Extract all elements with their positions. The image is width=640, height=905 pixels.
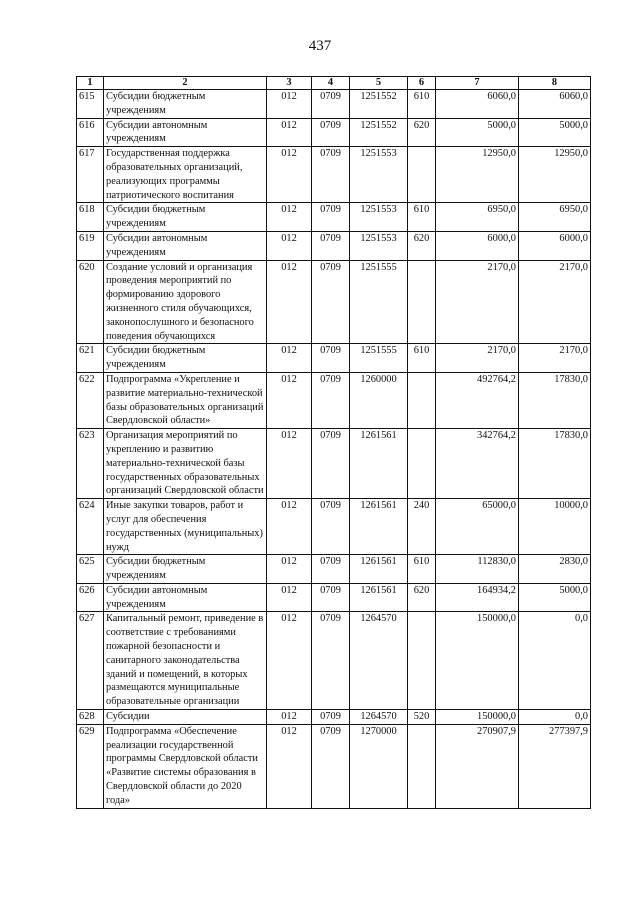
column-header: 7 [436, 77, 519, 90]
amount-year1-cell: 150000,0 [436, 612, 519, 710]
target-article-cell: 1261561 [350, 429, 408, 499]
table-body [77, 90, 591, 809]
amount-year2-cell: 2170,0 [519, 344, 591, 373]
amount-year1-cell: 112830,0 [436, 555, 519, 584]
expense-type-cell [408, 260, 436, 344]
section-code-cell: 0709 [312, 90, 350, 119]
item-name-cell: Субсидии бюджетным учреждениям [104, 555, 267, 584]
expense-type-cell: 620 [408, 231, 436, 260]
expense-type-cell [408, 612, 436, 710]
table-row [77, 344, 591, 373]
amount-year1-cell: 492764,2 [436, 372, 519, 428]
expense-type-cell: 240 [408, 499, 436, 555]
table-row [77, 724, 591, 808]
amount-year2-cell: 277397,9 [519, 724, 591, 808]
expense-type-cell: 610 [408, 90, 436, 119]
amount-year1-cell: 164934,2 [436, 583, 519, 612]
item-name-cell: Капитальный ремонт, приведение в соответствие с требованиями пожарной безопасности и санитарного законодательства зданий и помещений, в которых размещаются муниципальные образовательные организации [104, 612, 267, 710]
ministry-code-cell: 012 [267, 118, 312, 147]
ministry-code-cell: 012 [267, 710, 312, 725]
section-code-cell: 0709 [312, 372, 350, 428]
amount-year1-cell: 6950,0 [436, 203, 519, 232]
amount-year2-cell: 10000,0 [519, 499, 591, 555]
target-article-cell: 1251552 [350, 90, 408, 119]
target-article-cell: 1251555 [350, 344, 408, 373]
amount-year2-cell: 5000,0 [519, 583, 591, 612]
table-row [77, 203, 591, 232]
amount-year1-cell: 12950,0 [436, 147, 519, 203]
target-article-cell: 1251552 [350, 118, 408, 147]
table-row [77, 260, 591, 344]
expense-type-cell: 620 [408, 583, 436, 612]
amount-year1-cell: 65000,0 [436, 499, 519, 555]
amount-year2-cell: 17830,0 [519, 429, 591, 499]
ministry-code-cell: 012 [267, 344, 312, 373]
table-row [77, 147, 591, 203]
ministry-code-cell: 012 [267, 203, 312, 232]
amount-year1-cell: 6060,0 [436, 90, 519, 119]
item-name-cell: Подпрограмма «Обеспечение реализации государственной программы Свердловской области «Развитие системы образования в Свердловской области до 2020 года» [104, 724, 267, 808]
item-name-cell: Подпрограмма «Укрепление и развитие материально-технической базы образовательных организаций Свердловской области» [104, 372, 267, 428]
table-row [77, 612, 591, 710]
table-row [77, 499, 591, 555]
column-header: 4 [312, 77, 350, 90]
section-code-cell: 0709 [312, 118, 350, 147]
page-number: 437 [308, 38, 332, 54]
budget-table [76, 76, 591, 809]
row-number-cell: 619 [77, 231, 104, 260]
target-article-cell: 1260000 [350, 372, 408, 428]
section-code-cell: 0709 [312, 583, 350, 612]
amount-year2-cell: 6000,0 [519, 231, 591, 260]
ministry-code-cell: 012 [267, 147, 312, 203]
target-article-cell: 1261561 [350, 499, 408, 555]
item-name-cell: Создание условий и организация проведения мероприятий по формированию здорового жизненного стиля обучающихся, законопослушного и безопасного поведения обучающихся [104, 260, 267, 344]
row-number-cell: 617 [77, 147, 104, 203]
table-row [77, 429, 591, 499]
row-number-cell: 622 [77, 372, 104, 428]
amount-year2-cell: 2830,0 [519, 555, 591, 584]
amount-year2-cell: 0,0 [519, 612, 591, 710]
table-row [77, 710, 591, 725]
table-row [77, 231, 591, 260]
ministry-code-cell: 012 [267, 724, 312, 808]
ministry-code-cell: 012 [267, 90, 312, 119]
row-number-cell: 626 [77, 583, 104, 612]
item-name-cell: Субсидии бюджетным учреждениям [104, 203, 267, 232]
row-number-cell: 620 [77, 260, 104, 344]
expense-type-cell [408, 429, 436, 499]
section-code-cell: 0709 [312, 429, 350, 499]
item-name-cell: Организация мероприятий по укреплению и развитию материально-технической базы государственных образовательных организаций Свердловской области [104, 429, 267, 499]
column-header: 6 [408, 77, 436, 90]
ministry-code-cell: 012 [267, 612, 312, 710]
table-header-row [77, 77, 591, 90]
row-number-cell: 618 [77, 203, 104, 232]
column-header: 8 [519, 77, 591, 90]
expense-type-cell [408, 372, 436, 428]
ministry-code-cell: 012 [267, 583, 312, 612]
item-name-cell: Субсидии бюджетным учреждениям [104, 344, 267, 373]
target-article-cell: 1264570 [350, 710, 408, 725]
section-code-cell: 0709 [312, 231, 350, 260]
ministry-code-cell: 012 [267, 429, 312, 499]
expense-type-cell [408, 147, 436, 203]
amount-year2-cell: 2170,0 [519, 260, 591, 344]
ministry-code-cell: 012 [267, 260, 312, 344]
row-number-cell: 621 [77, 344, 104, 373]
ministry-code-cell: 012 [267, 555, 312, 584]
table-row [77, 372, 591, 428]
row-number-cell: 625 [77, 555, 104, 584]
target-article-cell: 1251555 [350, 260, 408, 344]
column-header: 2 [104, 77, 267, 90]
row-number-cell: 624 [77, 499, 104, 555]
row-number-cell: 616 [77, 118, 104, 147]
amount-year2-cell: 12950,0 [519, 147, 591, 203]
section-code-cell: 0709 [312, 147, 350, 203]
amount-year2-cell: 0,0 [519, 710, 591, 725]
item-name-cell: Субсидии бюджетным учреждениям [104, 90, 267, 119]
amount-year1-cell: 5000,0 [436, 118, 519, 147]
row-number-cell: 627 [77, 612, 104, 710]
ministry-code-cell: 012 [267, 231, 312, 260]
table-row [77, 555, 591, 584]
section-code-cell: 0709 [312, 555, 350, 584]
amount-year2-cell: 6060,0 [519, 90, 591, 119]
expense-type-cell: 610 [408, 344, 436, 373]
amount-year1-cell: 270907,9 [436, 724, 519, 808]
column-header: 5 [350, 77, 408, 90]
target-article-cell: 1261561 [350, 555, 408, 584]
target-article-cell: 1251553 [350, 203, 408, 232]
target-article-cell: 1270000 [350, 724, 408, 808]
section-code-cell: 0709 [312, 612, 350, 710]
amount-year2-cell: 17830,0 [519, 372, 591, 428]
section-code-cell: 0709 [312, 203, 350, 232]
amount-year1-cell: 150000,0 [436, 710, 519, 725]
table-row [77, 90, 591, 119]
amount-year1-cell: 6000,0 [436, 231, 519, 260]
row-number-cell: 623 [77, 429, 104, 499]
item-name-cell: Государственная поддержка образовательных организаций, реализующих программы патриотического воспитания [104, 147, 267, 203]
table-row [77, 583, 591, 612]
section-code-cell: 0709 [312, 344, 350, 373]
row-number-cell: 629 [77, 724, 104, 808]
row-number-cell: 615 [77, 90, 104, 119]
target-article-cell: 1251553 [350, 231, 408, 260]
column-header: 1 [77, 77, 104, 90]
expense-type-cell: 620 [408, 118, 436, 147]
target-article-cell: 1261561 [350, 583, 408, 612]
expense-type-cell [408, 724, 436, 808]
target-article-cell: 1251553 [350, 147, 408, 203]
section-code-cell: 0709 [312, 260, 350, 344]
section-code-cell: 0709 [312, 710, 350, 725]
amount-year2-cell: 6950,0 [519, 203, 591, 232]
expense-type-cell: 610 [408, 555, 436, 584]
amount-year1-cell: 342764,2 [436, 429, 519, 499]
column-header: 3 [267, 77, 312, 90]
item-name-cell: Субсидии [104, 710, 267, 725]
item-name-cell: Субсидии автономным учреждениям [104, 118, 267, 147]
amount-year1-cell: 2170,0 [436, 344, 519, 373]
amount-year2-cell: 5000,0 [519, 118, 591, 147]
expense-type-cell: 610 [408, 203, 436, 232]
table-row [77, 118, 591, 147]
row-number-cell: 628 [77, 710, 104, 725]
item-name-cell: Иные закупки товаров, работ и услуг для обеспечения государственных (муниципальных) нужд [104, 499, 267, 555]
section-code-cell: 0709 [312, 724, 350, 808]
section-code-cell: 0709 [312, 499, 350, 555]
item-name-cell: Субсидии автономным учреждениям [104, 231, 267, 260]
amount-year1-cell: 2170,0 [436, 260, 519, 344]
target-article-cell: 1264570 [350, 612, 408, 710]
ministry-code-cell: 012 [267, 372, 312, 428]
item-name-cell: Субсидии автономным учреждениям [104, 583, 267, 612]
ministry-code-cell: 012 [267, 499, 312, 555]
expense-type-cell: 520 [408, 710, 436, 725]
